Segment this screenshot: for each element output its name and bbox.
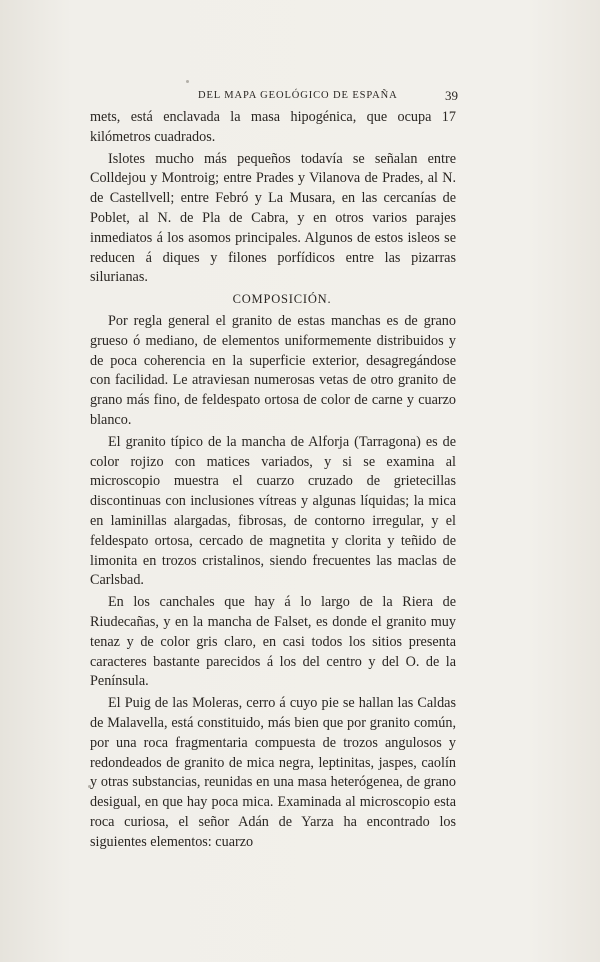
paragraph: En los canchales que hay á lo largo de la Riera de Riudecañas, y en la mancha de Falset, es donde el granito muy tenaz y de color gris claro, en casi todos los sitios presenta caracteres bastante parecidos á los del centro y del O. de la Península. — [90, 594, 456, 690]
paragraph: Islotes mucho más pequeños todavía se señalan entre Colldejou y Montroig; entre Prades y Vilanova de Prades, al N. de Castellvell; entre Febró y La Musara, en las cercanías de Poblet, al N. de Pla de Cabra, y en otros varios parajes inmediatos á los asomos principales. Algunos de estos isleos se reducen á diques y filones porfídicos entre las pizarras silurianas. — [90, 150, 456, 286]
ink-dot — [186, 80, 189, 83]
running-head — [90, 88, 458, 104]
section-heading: COMPOSICIÓN. — [232, 292, 332, 307]
paragraph: El Puig de las Moleras, cerro á cuyo pie se hallan las Caldas de Malavella, está constituido, más bien que por granito común, por una roca fragmentaria compuesta de trozos angulosos y redondeados de granito de mica negra, leptinitas, jaspes, caolín y otras substancias, reunidas en una masa heterógenea, de grano desigual, en que hay poca mica. Examinada al microscopio esta roca curiosa, el señor Adán de Yarza ha encontrado los siguientes elementos: cuarzo — [90, 695, 456, 850]
paragraph: El granito típico de la mancha de Alforja (Tarragona) es de color rojizo con matices variados, y si se examina al microscopio muestra el cuarzo cruzado de grietecillas discontinuas con inclusiones vítreas y algunas líquidas; la mica en laminillas alargadas, fibrosas, de contorno irregular, y el feldespato ortosa, cercado de magnetita y clorita y teñido de limonita en trozos cristalinos, siendo frecuentes las maclas de Carlsbad. — [90, 433, 456, 589]
body-text — [90, 108, 456, 852]
page-number: 39 — [445, 88, 458, 103]
running-title: DEL MAPA GEOLÓGICO DE ESPAÑA — [198, 90, 398, 101]
paragraph: Por regla general el granito de estas manchas es de grano grueso ó mediano, de elementos uniformemente distribuidos y de poca coherencia en la superficie exterior, desagregándose con facilidad. Le atraviesan numerosas vetas de otro granito de grano más fino, de feldespato ortosa de color de carne y cuarzo blanco. — [90, 312, 456, 428]
paragraph-continued: mets, está enclavada la masa hipogénica, que ocupa 17 kilómetros cuadrados. — [90, 109, 456, 145]
